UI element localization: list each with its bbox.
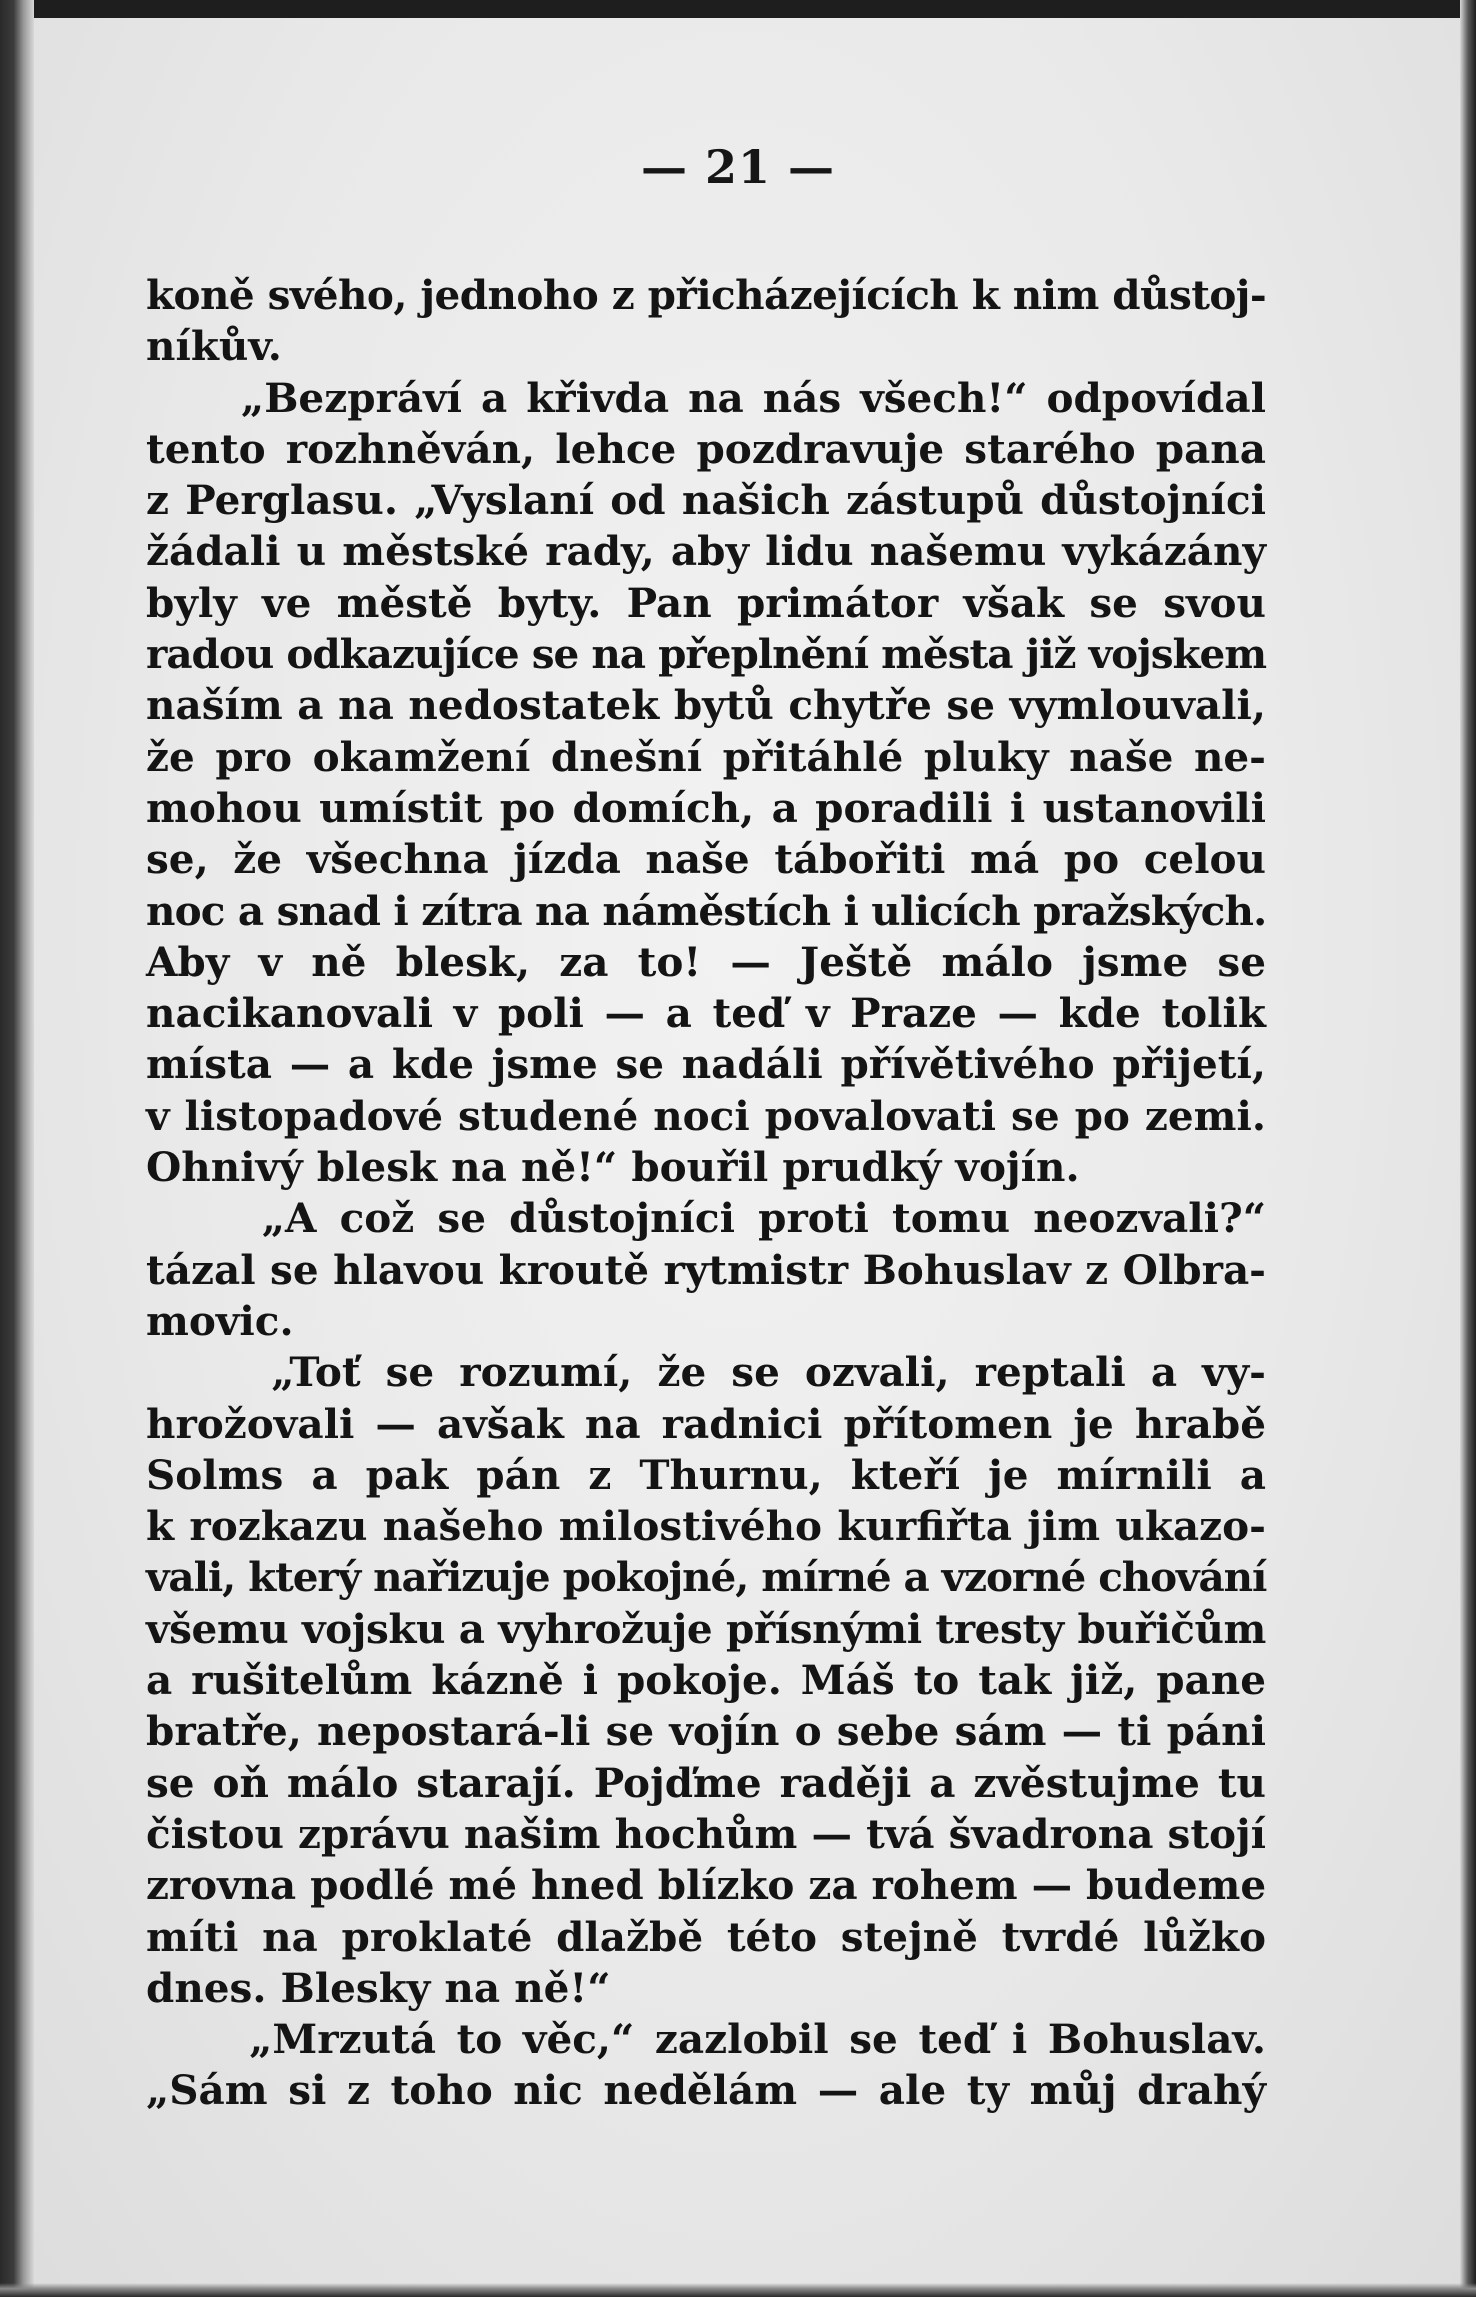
text-line: žádali u městské rady, aby lidu našemu vykázány bbox=[146, 527, 1266, 576]
text-line: koně svého, jednoho z přicházejících k nim důstoj- bbox=[146, 271, 1267, 319]
body-text bbox=[146, 270, 1266, 2117]
text-line: že pro okamžení dnešní přitáhlé pluky naše ne- bbox=[146, 732, 1266, 781]
text-line: „Bezpráví a křivda na nás všech!“ odpovídal bbox=[146, 373, 1266, 422]
text-line: všemu vojsku a vyhrožuje přísnými tresty buřičům bbox=[146, 1604, 1266, 1653]
text-line: níkův. bbox=[146, 322, 282, 371]
text-line: místa — a kde jsme se nadáli přívětivého přijetí, bbox=[146, 1040, 1266, 1089]
text-line: tento rozhněván, lehce pozdravuje starého pana bbox=[146, 424, 1266, 473]
text-line: dnes. Blesky na ně!“ bbox=[146, 1963, 611, 2012]
scan-top-edge bbox=[0, 0, 1476, 18]
text-line: „Sám si z toho nic nedělám — ale ty můj drahý bbox=[146, 2066, 1266, 2115]
text-line: tázal se hlavou kroutě rytmistr Bohuslav z Olbra- bbox=[146, 1245, 1266, 1294]
text-line: se oň málo starají. Pojďme raději a zvěstujme tu bbox=[146, 1758, 1266, 1807]
page-number: — 21 — bbox=[640, 140, 836, 194]
text-line: naším a na nedostatek bytů chytře se vymlouvali, bbox=[146, 681, 1266, 730]
text-line: noc a snad i zítra na náměstích i ulicích pražských. bbox=[146, 886, 1267, 935]
text-line: čistou zprávu našim hochům — tvá švadrona stojí bbox=[146, 1809, 1266, 1858]
text-line: „Toť se rozumí, že se ozvali, reptali a vy- bbox=[146, 1348, 1266, 1397]
text-line: nacikanovali v poli — a teď v Praze — kde tolik bbox=[146, 989, 1266, 1038]
text-line: zrovna podlé mé hned blízko za rohem — budeme bbox=[146, 1861, 1266, 1910]
scan-left-edge bbox=[0, 0, 34, 2297]
text-line: Ohnivý blesk na ně!“ bouřil prudký vojín. bbox=[146, 1143, 1080, 1192]
text-line: a rušitelům kázně i pokoje. Máš to tak již, pane bbox=[146, 1656, 1266, 1705]
text-line: hrožovali — avšak na radnici přítomen je hrabě bbox=[146, 1399, 1266, 1448]
text-line: byly ve městě byty. Pan primátor však se svou bbox=[146, 578, 1266, 627]
text-line: mohou umístit po domích, a poradili i ustanovili bbox=[146, 783, 1266, 832]
text-line: „Mrzutá to věc,“ zazlobil se teď i Bohuslav. bbox=[146, 2015, 1266, 2064]
scan-right-edge bbox=[1460, 0, 1476, 2297]
text-line: vali, který nařizuje pokojné, mírné a vzorné chování bbox=[146, 1553, 1267, 1602]
text-line: movic. bbox=[146, 1296, 294, 1345]
text-line: k rozkazu našeho milostivého kurfiřta jim ukazo- bbox=[146, 1502, 1266, 1551]
text-line: z Perglasu. „Vyslaní od našich zástupů důstojníci bbox=[146, 476, 1266, 525]
text-line: radou odkazujíce se na přeplnění města již vojskem bbox=[146, 630, 1267, 679]
scan-bottom-edge bbox=[0, 2283, 1476, 2297]
text-line: „A což se důstojníci proti tomu neozvali?“ bbox=[146, 1194, 1266, 1243]
text-line: bratře, nepostará-li se vojín o sebe sám — ti páni bbox=[146, 1707, 1266, 1756]
text-line: Aby v ně blesk, za to! — Ještě málo jsme se bbox=[146, 937, 1266, 986]
text-line: míti na proklaté dlažbě této stejně tvrdé lůžko bbox=[146, 1912, 1266, 1961]
text-line: v listopadové studené noci povalovati se po zemi. bbox=[146, 1091, 1266, 1140]
text-line: Solms a pak pán z Thurnu, kteří je mírnili a bbox=[146, 1450, 1266, 1499]
text-line: se, že všechna jízda naše tábořiti má po celou bbox=[146, 835, 1266, 884]
